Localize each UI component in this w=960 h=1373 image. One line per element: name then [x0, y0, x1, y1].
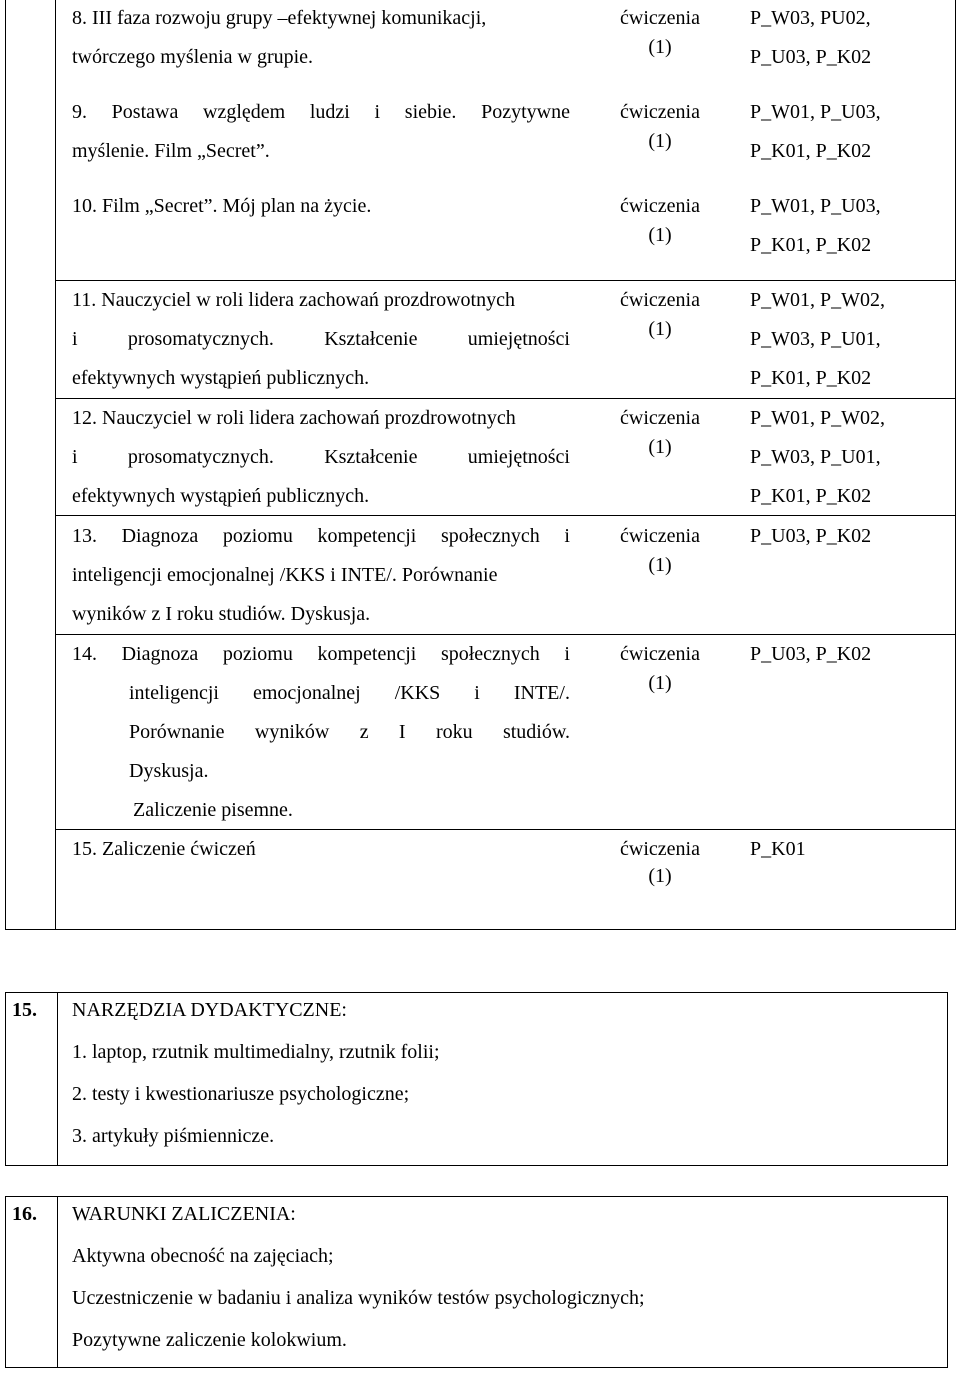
topic-text: 13. Diagnoza poziomu kompetencji społecznych i: [72, 525, 570, 547]
form-count: (1): [648, 672, 672, 694]
form-count: (1): [648, 554, 672, 576]
form-count: (1): [648, 224, 672, 246]
topic-text: inteligencji emocjonalnej /KKS i INTE/.: [129, 682, 570, 704]
topic-text: myślenie. Film „Secret”.: [72, 140, 270, 162]
topic-text: 15. Zaliczenie ćwiczeń: [72, 838, 256, 860]
effects-text: P_W01, P_U03,: [750, 101, 881, 123]
effects-text: P_W03, P_U01,: [750, 446, 881, 468]
topic-text: i prosomatycznych. Kształcenie umiejętności: [72, 328, 570, 350]
list-item: Aktywna obecność na zajęciach;: [72, 1245, 334, 1267]
form-label: ćwiczenia: [620, 838, 700, 860]
topic-text: i prosomatycznych. Kształcenie umiejętności: [72, 446, 570, 468]
section-title: WARUNKI ZALICZENIA:: [72, 1203, 296, 1225]
effects-text: P_K01, P_K02: [750, 485, 872, 507]
section-number: 15.: [12, 999, 37, 1021]
section-divider: [57, 992, 58, 1166]
form-count: (1): [648, 865, 672, 887]
form-label: ćwiczenia: [620, 289, 700, 311]
topic-text: 8. III faza rozwoju grupy –efektywnej komunikacji,: [72, 7, 487, 29]
topic-text: Porównanie wyników z I roku studiów.: [129, 721, 570, 743]
table-divider: [55, 0, 56, 930]
effects-text: P_W01, P_W02,: [750, 407, 885, 429]
effects-text: P_K01, P_K02: [750, 367, 872, 389]
topic-text: inteligencji emocjonalnej /KKS i INTE/. Porównanie: [72, 564, 498, 586]
effects-text: P_W03, P_U01,: [750, 328, 881, 350]
section-number: 16.: [12, 1203, 37, 1225]
effects-text: P_U03, P_K02: [750, 46, 872, 68]
form-label: ćwiczenia: [620, 101, 700, 123]
section-divider: [57, 1196, 58, 1368]
topic-text: Dyskusja.: [129, 760, 209, 782]
list-item: 2. testy i kwestionariusze psychologiczne;: [72, 1083, 410, 1105]
list-item: 1. laptop, rzutnik multimedialny, rzutnik folii;: [72, 1041, 440, 1063]
effects-text: P_W03, PU02,: [750, 7, 871, 29]
topic-text: 11. Nauczyciel w roli lidera zachowań prozdrowotnych: [72, 289, 515, 311]
topic-text: Zaliczenie pisemne.: [133, 799, 293, 821]
effects-text: P_K01: [750, 838, 806, 860]
row-separator: [55, 398, 956, 399]
row-separator: [55, 634, 956, 635]
row-separator: [55, 515, 956, 516]
form-count: (1): [648, 130, 672, 152]
effects-text: P_U03, P_K02: [750, 643, 872, 665]
section-title: NARZĘDZIA DYDAKTYCZNE:: [72, 999, 347, 1021]
topic-text: twórczego myślenia w grupie.: [72, 46, 314, 68]
topic-text: efektywnych wystąpień publicznych.: [72, 367, 370, 389]
list-item: Uczestniczenie w badaniu i analiza wyników testów psychologicznych;: [72, 1287, 645, 1309]
topic-text: wyników z I roku studiów. Dyskusja.: [72, 603, 371, 625]
form-label: ćwiczenia: [620, 525, 700, 547]
effects-text: P_W01, P_U03,: [750, 195, 881, 217]
effects-text: P_K01, P_K02: [750, 140, 872, 162]
effects-text: P_W01, P_W02,: [750, 289, 885, 311]
list-item: Pozytywne zaliczenie kolokwium.: [72, 1329, 347, 1351]
row-separator: [55, 280, 956, 281]
effects-text: P_K01, P_K02: [750, 234, 872, 256]
row-separator: [55, 829, 956, 830]
form-label: ćwiczenia: [620, 195, 700, 217]
topic-text: 12. Nauczyciel w roli lidera zachowań prozdrowotnych: [72, 407, 516, 429]
topic-text: 10. Film „Secret”. Mój plan na życie.: [72, 195, 372, 217]
form-label: ćwiczenia: [620, 7, 700, 29]
form-label: ćwiczenia: [620, 407, 700, 429]
list-item: 3. artykuły piśmiennicze.: [72, 1125, 275, 1147]
form-label: ćwiczenia: [620, 643, 700, 665]
topic-text: 14. Diagnoza poziomu kompetencji społecznych i: [72, 643, 570, 665]
effects-text: P_U03, P_K02: [750, 525, 872, 547]
topic-text: 9. Postawa względem ludzi i siebie. Pozytywne: [72, 101, 570, 123]
topic-text: efektywnych wystąpień publicznych.: [72, 485, 370, 507]
form-count: (1): [648, 36, 672, 58]
form-count: (1): [648, 436, 672, 458]
form-count: (1): [648, 318, 672, 340]
